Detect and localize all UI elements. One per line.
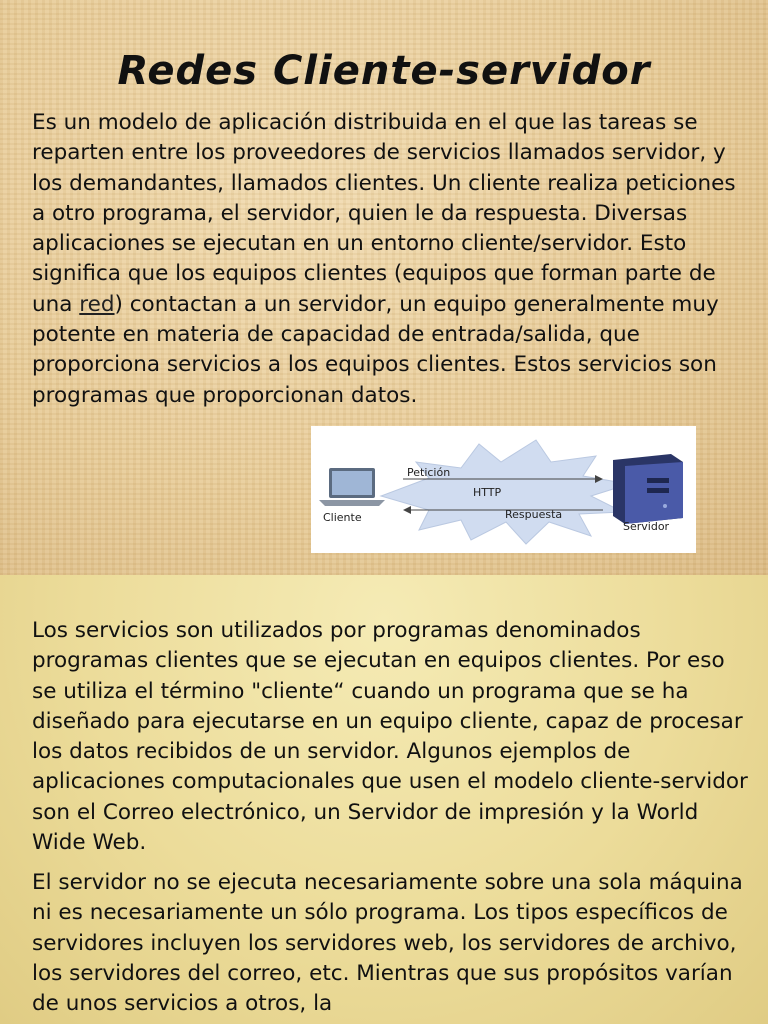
- request-label: Petición: [407, 466, 451, 479]
- red-link[interactable]: red: [79, 291, 115, 317]
- server-paragraph: El servidor no se ejecuta necesariamente sobre una sola máquina ni es necesariamente un sólo programa. Los tipos específicos de servidores incluyen los servidores web, los servidores de archivo, los servidores del correo, etc. Mientras que sus propósitos varían de unos servicios a otros, la: [32, 870, 743, 1017]
- diagram-svg: [311, 426, 696, 553]
- response-label: Respuesta: [505, 508, 563, 521]
- protocol-label: HTTP: [473, 486, 502, 499]
- intro-paragraph: [32, 108, 752, 411]
- services-paragraph: Los servicios son utilizados por programas denominados programas clientes que se ejecutan en equipos clientes. Por eso se utiliza el término "cliente“ cuando un programa que se ha diseñado para ejecutarse en un equipo cliente, capaz de procesar los datos recibidos de un servidor. Algunos ejemplos de aplicaciones computacionales que usen el modelo cliente-servidor son el Correo electrónico, un Servidor de impresión y la World Wide Web.: [32, 618, 748, 856]
- intro-text-part2: ) contactan a un servidor, un equipo generalmente muy potente en materia de capacidad de entrada/salida, que proporciona servicios a los equipos clientes. Estos servicios son programas que proporcionan datos.: [32, 291, 719, 408]
- client-label: Cliente: [323, 511, 362, 524]
- client-server-diagram: [311, 426, 696, 553]
- network-cloud-shape: [381, 440, 629, 544]
- laptop-icon: [319, 468, 385, 506]
- server-label: Servidor: [623, 520, 670, 533]
- server-icon: [613, 454, 683, 524]
- slide-title: Redes Cliente-servidor: [117, 48, 651, 94]
- intro-text-part1: Es un modelo de aplicación distribuida en el que las tareas se reparten entre los proveedores de servicios llamados servidor, y los demandantes, llamados clientes. Un cliente realiza peticiones a otro programa, el servidor, quien le da respuesta. Diversas aplicaciones se ejecutan en un entorno cliente/servidor. Esto significa que los equipos clientes (equipos que forman parte de una: [32, 110, 736, 317]
